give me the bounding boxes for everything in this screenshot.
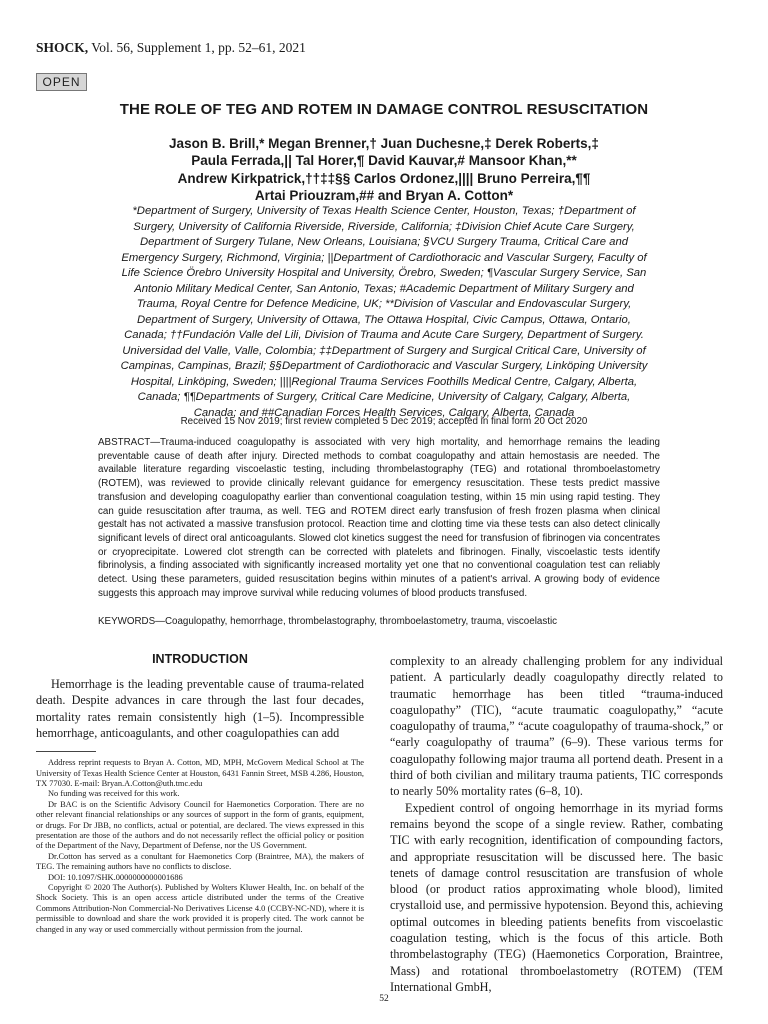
author-line: Artai Priouzram,## and Bryan A. Cotton*	[254, 187, 514, 203]
body-paragraph: Expedient control of ongoing hemorrhage in its myriad forms remains beyond the scope of a single review. Rather, combating TIC with early recognition, identification of compounding factors, and appropriate resuscitation will be discussed here. The basic tenets of damage control resuscitation are transfusion of whole blood (or product ratios approximating whole blood), limited crystalloid use, and permissive hypotension. Beyond this, achieving optimal outcomes in bleeding patients benefits from viscoelastic coagulation testing, which is the focus of this article. Both thrombelastography (TEG) (Haemonetics Corporation, Braintree, Mass) and rotational thromboelastometry (ROTEM) (TEM International GmbH,	[390, 800, 723, 994]
body-paragraph: Hemorrhage is the leading preventable cause of trauma-related death. Despite advances in care through the last four decades, mortality rates remain consistently high (1–5). Incompressible hemorrhage, anticoagulants, and other coagulopathies can add	[36, 677, 364, 740]
keywords: KEYWORDS—Coagulopathy, hemorrhage, thrombelastography, thromboelastometry, trauma, viscoelastic	[98, 616, 558, 627]
right-column	[390, 653, 723, 995]
footnote-disclosure: Dr BAC is on the Scientific Advisory Council for Haemonetics Corporation. There are no other relevant financial relationships or any sources of support in the form of grants, equipment, or drugs. For Dr JBB, no conflicts, actual or potential, are declared. The views expressed in this presentation are those of the authors and do not necessarily reflect the official policy or position of the Department of the Navy, Department of Defense, nor the US Government.	[36, 799, 364, 851]
footnote-conflict: Dr.Cotton has served as a conultant for Haemonetics Corp (Braintree, MA), the makers of TEG. The remaining authors have no conflicts to disclose.	[36, 851, 364, 872]
affiliation-line: Department of Surgery Tulane, New Orleans, Louisiana; §VCU Surgery Trauma, Critical Care and	[139, 236, 629, 248]
affiliation-line: Canada; ††Fundación Valle del Lili, Division of Trauma and Acute Care Surgery, Department of Surgery.	[124, 329, 644, 341]
journal-name: SHOCK,	[36, 40, 89, 55]
affiliation-line: Canada; and ##Canadian Forces Health Services, Calgary, Alberta, Canada	[193, 406, 575, 419]
affiliation-line: Department of Surgery, University of Ottawa, The Ottawa Hospital, Civic Campus, Ottawa, Ontario,	[137, 313, 631, 326]
citation-details: Vol. 56, Supplement 1, pp. 52–61, 2021	[91, 40, 306, 55]
open-access-badge[interactable]: OPEN	[36, 73, 87, 91]
section-heading-introduction: INTRODUCTION	[152, 652, 248, 666]
affiliation-line: Emergency Surgery, Richmond, Virginia; ||Department of Cardiothoracic and Vascular Surgery, Faculty of	[121, 251, 647, 264]
received-dates: Received 15 Nov 2019; first review completed 5 Dec 2019; accepted in final form 20 Oct 2020	[180, 416, 588, 427]
abstract: ABSTRACT—Trauma-induced coagulopathy is associated with very high mortality, and hemorrhage remains the leading preventable cause of death after injury. Directed methods to combat coagulopathy and attain hemostasis are needed. The available literature regarding viscoelastic testing, including thrombelastography (TEG) and rotational thromboelastometry (ROTEM), was reviewed to provide clinically relevant guidance for emergency resuscitation. These tests predict massive transfusion and developing coagulopathy earlier than conventional coagulation testing, within 15 min using rapid testing. They can guide resuscitation after trauma, as well. TEG and ROTEM direct early transfusion of fresh frozen plasma when clinical gestalt has not activated a massive transfusion protocol. Reaction time and clotting time via these tests can also detect clinically significant levels of direct oral anticoagulants. Slowed clot kinetics suggest the need for transfusion of fibrinogen via concentrates or cryoprecipitate. Lowered clot strength can be corrected with platelets and fibrinogen. Finally, viscoelastic tests identify fibrinolysis, a finding associated with significantly increased mortality yet one that no conventional coagulation test can reliably detect. Using these parameters, guided resuscitation begins within minutes of a patient's arrival. A growing body of evidence suggests this approach may improve survival while reducing volumes of blood products transfused.	[98, 437, 660, 599]
footnote-funding: No funding was received for this work.	[48, 789, 180, 799]
page-number: 52	[379, 994, 389, 1004]
affiliations	[92, 204, 676, 421]
author-line: Andrew Kirkpatrick,††‡‡§§ Carlos Ordonez,|||| Bruno Perreira,¶¶	[177, 170, 591, 186]
footnote-copyright: Copyright © 2020 The Author(s). Published by Wolters Kluwer Health, Inc. on behalf of the Shock Society. This is an open access article distributed under the terms of the Creative Commons Attribution-Non Commercial-No Derivatives License 4.0 (CCBY-NC-ND), where it is permissible to download and share the work provided it is properly cited. The work cannot be changed in any way or used commercially without permission from the journal.	[36, 883, 364, 934]
author-list	[80, 135, 688, 204]
affiliation-line: Campinas, Campinas, Brazil; §§Department of Cardiothoracic and Vascular Surgery, Linköping University	[120, 360, 648, 372]
affiliation-line: *Department of Surgery, University of Texas Health Science Center, Houston, Texas; †Department of	[132, 205, 636, 217]
affiliation-line: Life Science Örebro University Hospital and University, Örebro, Sweden; ¶Vascular Surgery Service, San	[121, 267, 647, 279]
affiliation-line: Hospital, Linköping, Sweden; ||||Regional Trauma Services Foothills Medical Centre, Calgary, Alberta,	[130, 375, 638, 388]
affiliation-line: Canada; ¶¶Departments of Surgery, Critical Care Medicine, University of Calgary, Calgary, Alberta,	[137, 391, 631, 403]
journal-citation	[36, 40, 306, 56]
left-column	[36, 652, 364, 935]
affiliation-line: Antonio Military Medical Center, San Antonio, Texas; #Academic Department of Military Surgery and	[134, 282, 634, 295]
affiliation-line: Surgery, University of California Riverside, Riverside, California; ‡Division Chief Acute Care Surgery,	[133, 220, 635, 233]
footnote-reprint: Address reprint requests to Bryan A. Cotton, MD, MPH, McGovern Medical School at The University of Texas Health Science Center at Houston, 6431 Fannin Street, MSB 4.286, Houston, TX 77030. E-mail: Bryan.A.Cotton@uth.tmc.edu	[36, 758, 364, 788]
body-paragraph: complexity to an already challenging problem for any individual patient. A particularly deadly coagulopathy directly related to traumatic hemorrhage has been titled “trauma-induced coagulopathy” (TIC), “acute traumatic coagulopathy,” “acute coagulopathy of trauma,” “acute coagulopathy of trauma-shock,” or “early coagulopathy of trauma” (6–9). These various terms for coagulopathy following major trauma all portend death. Present in a third of both civilian and military trauma patients, TIC corresponds to nearly 50% mortality rates (6–8, 10).	[390, 654, 723, 799]
footnote-doi: DOI: 10.1097/SHK.0000000000001686	[48, 872, 183, 882]
affiliation-line: Trauma, Royal Centre for Defence Medicine, UK; **Division of Vascular and Endovascular Surgery,	[136, 298, 632, 310]
author-line: Paula Ferrada,|| Tal Horer,¶ David Kauvar,# Mansoor Khan,**	[191, 153, 577, 169]
author-line: Jason B. Brill,* Megan Brenner,† Juan Duchesne,‡ Derek Roberts,‡	[169, 136, 599, 151]
article-title: THE ROLE OF TEG AND ROTEM IN DAMAGE CONTROL RESUSCITATION	[119, 101, 649, 118]
footnote-divider	[36, 751, 96, 752]
affiliation-line: Universidad del Valle, Valle, Colombia; ‡‡Department of Surgery and Surgical Critical Care, University of	[122, 344, 646, 357]
